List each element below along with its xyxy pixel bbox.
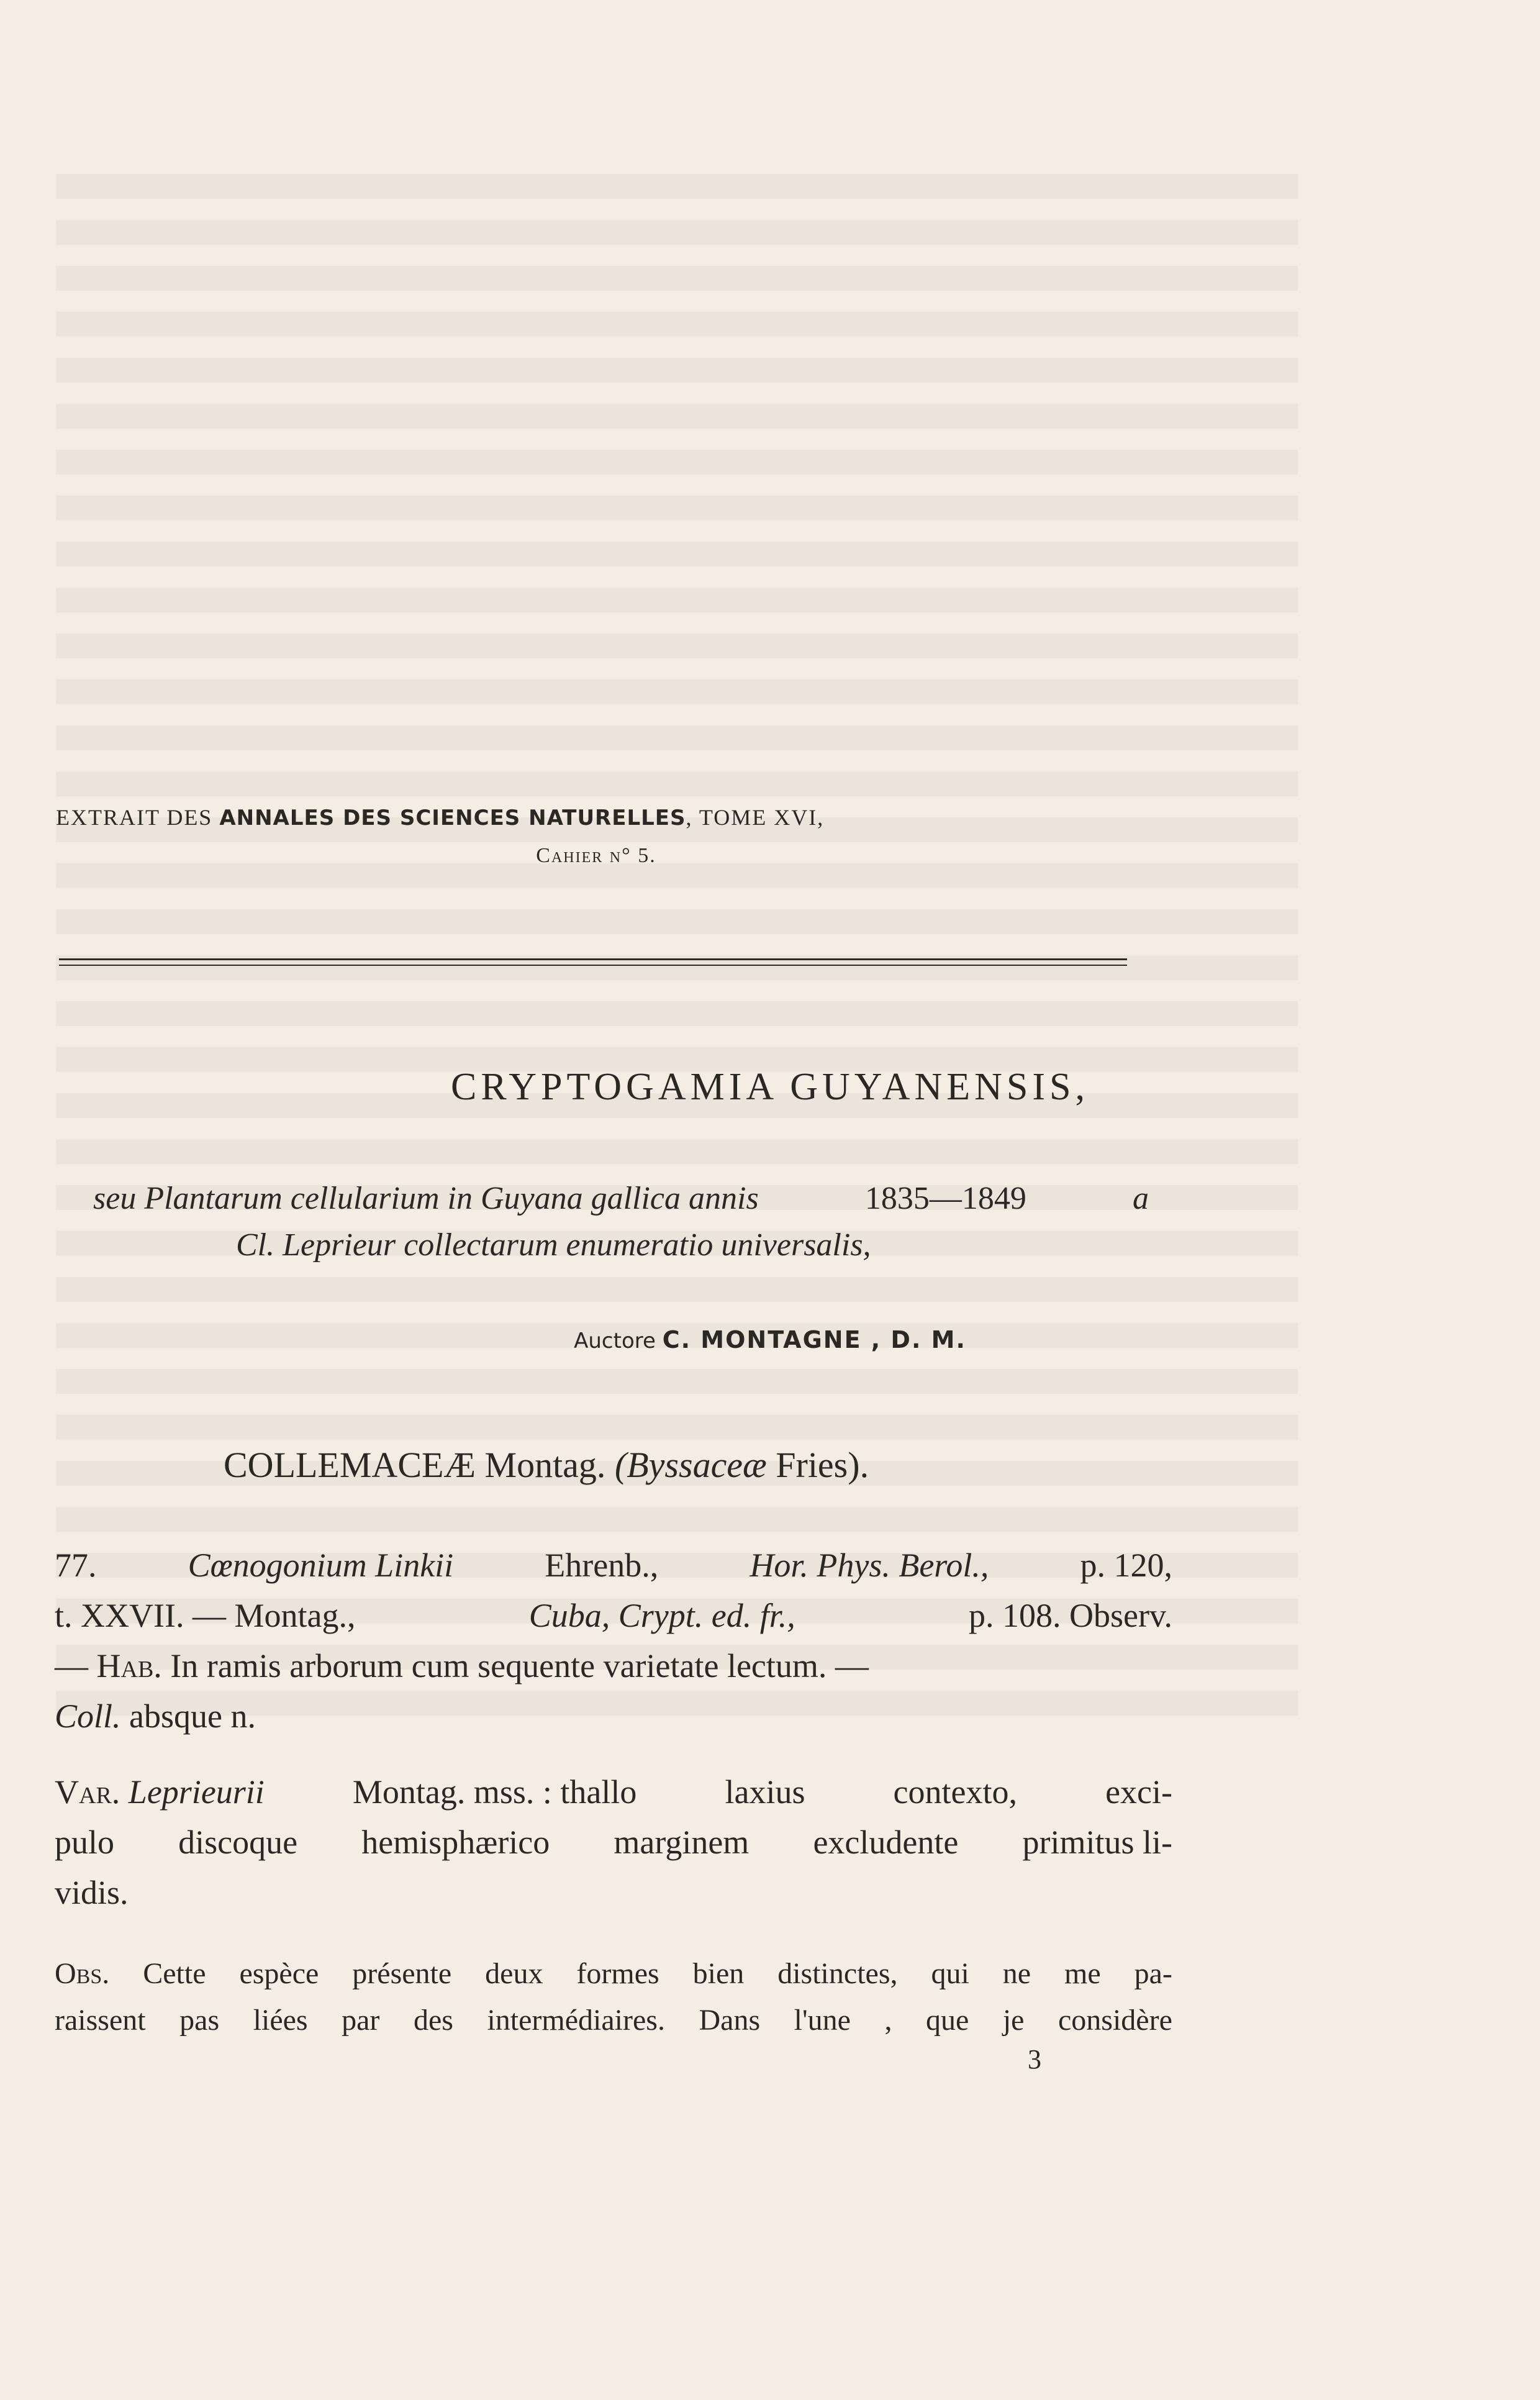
word: Cette [143, 1957, 206, 1990]
variety-name: Leprieurii [128, 1773, 265, 1811]
word: Dans [699, 2004, 761, 2037]
page-number: 3 [1028, 2044, 1041, 2075]
author-prefix: Auctore [574, 1329, 656, 1353]
family-synonym-author: Fries). [776, 1445, 869, 1485]
word: distinctes, [777, 1957, 898, 1990]
word: considère [1058, 2004, 1172, 2037]
header-post: , TOME XVI, [686, 805, 825, 830]
word: raissent [55, 2004, 146, 2037]
species-name: Cœnogonium Linkii [188, 1547, 454, 1584]
word: exci- [1105, 1773, 1172, 1811]
word: contexto, [893, 1773, 1017, 1811]
collection-label: Coll. [55, 1698, 121, 1735]
word: présente [352, 1957, 452, 1990]
entry-number: 77. [55, 1547, 97, 1584]
word: liées [253, 2004, 308, 2037]
header-rule-bottom [59, 965, 1127, 966]
obs-label: Obs. [55, 1957, 110, 1990]
word: qui [931, 1957, 969, 1990]
reference-page: p. 120, [1080, 1547, 1172, 1584]
header-line-1 [56, 804, 1174, 830]
subtitle-a: a [1133, 1181, 1149, 1216]
word: formes [576, 1957, 659, 1990]
obs-line-2 [55, 1997, 1172, 2043]
journal-name: ANNALES DES SCIENCES NATURELLES [219, 806, 686, 830]
bleed-through-text [56, 174, 1298, 1727]
word: je [1002, 2004, 1025, 2037]
word: espèce [239, 1957, 319, 1990]
collection-text: absque n. [120, 1698, 256, 1735]
obs-line-1 [55, 1950, 1172, 1997]
word: l'une [794, 2004, 851, 2037]
reference-cuba: Cuba, Crypt. ed. fr., [528, 1597, 795, 1634]
subtitle-line-1 [93, 1180, 1149, 1217]
author-name: C. MONTAGNE , D. M. [662, 1326, 966, 1353]
family-heading [224, 1444, 869, 1486]
word: pulo [55, 1824, 115, 1861]
word: par [342, 2004, 380, 2037]
header-rule-top [59, 958, 1127, 960]
word: , [884, 2004, 892, 2037]
entry-77-line-3 [55, 1641, 1172, 1691]
word: discoque [178, 1824, 298, 1861]
header-line-2: Cahier n° 5. [536, 844, 656, 867]
author-line [0, 1326, 1540, 1353]
word: me [1064, 1957, 1101, 1990]
word: hemisphærico [361, 1824, 550, 1861]
word: excludente [813, 1824, 959, 1861]
reference-plate: t. XXVII. — Montag., [55, 1597, 356, 1634]
variety-label: Var. [55, 1773, 120, 1811]
word: deux [485, 1957, 543, 1990]
word: des [413, 2004, 453, 2037]
species-author: Ehrenb., [545, 1547, 659, 1584]
habitat-label: Hab. [96, 1647, 162, 1684]
word: intermédiaires. [487, 2004, 665, 2037]
variety-line-3: vidis. [55, 1874, 129, 1911]
word: pas [179, 2004, 220, 2037]
offprint-header [56, 804, 1174, 868]
subtitle-text: seu Plantarum cellularium in Guyana gallica annis [93, 1181, 759, 1216]
page-title: CRYPTOGAMIA GUYANENSIS, [450, 1066, 1089, 1108]
word: marginem [614, 1824, 750, 1861]
entry-77-line-4 [55, 1691, 1172, 1742]
word: primitus li- [1022, 1824, 1172, 1861]
word: pa- [1134, 1957, 1172, 1990]
entry-77-line-2 [55, 1591, 1172, 1641]
variety-line-2 [55, 1817, 1172, 1868]
word: laxius [725, 1773, 805, 1811]
habitat-text: In ramis arborum cum sequente varietate lectum. — [161, 1647, 869, 1684]
dash: — [55, 1647, 97, 1684]
subtitle-years: 1835—1849 [864, 1181, 1026, 1216]
entry-77 [55, 1540, 1172, 1742]
word: Montag. mss. : thallo [352, 1773, 637, 1811]
variety-paragraph [55, 1767, 1172, 1918]
variety-line-1 [55, 1767, 1172, 1817]
header-pre: EXTRAIT DES [56, 805, 220, 830]
observation-paragraph [55, 1950, 1172, 2043]
word: que [926, 2004, 969, 2037]
subtitle-line-2: Cl. Leprieur collectarum enumeratio universalis, [236, 1227, 871, 1263]
word: bien [692, 1957, 745, 1990]
reference-title: Hor. Phys. Berol., [750, 1547, 989, 1584]
entry-77-line-1 [55, 1540, 1172, 1591]
reference-observ: p. 108. Observ. [969, 1597, 1172, 1634]
word: ne [1002, 1957, 1031, 1990]
variety-head [55, 1767, 265, 1817]
family-synonym: (Byssaceæ [614, 1445, 767, 1485]
family-name: COLLEMACEÆ Montag. [224, 1445, 606, 1485]
